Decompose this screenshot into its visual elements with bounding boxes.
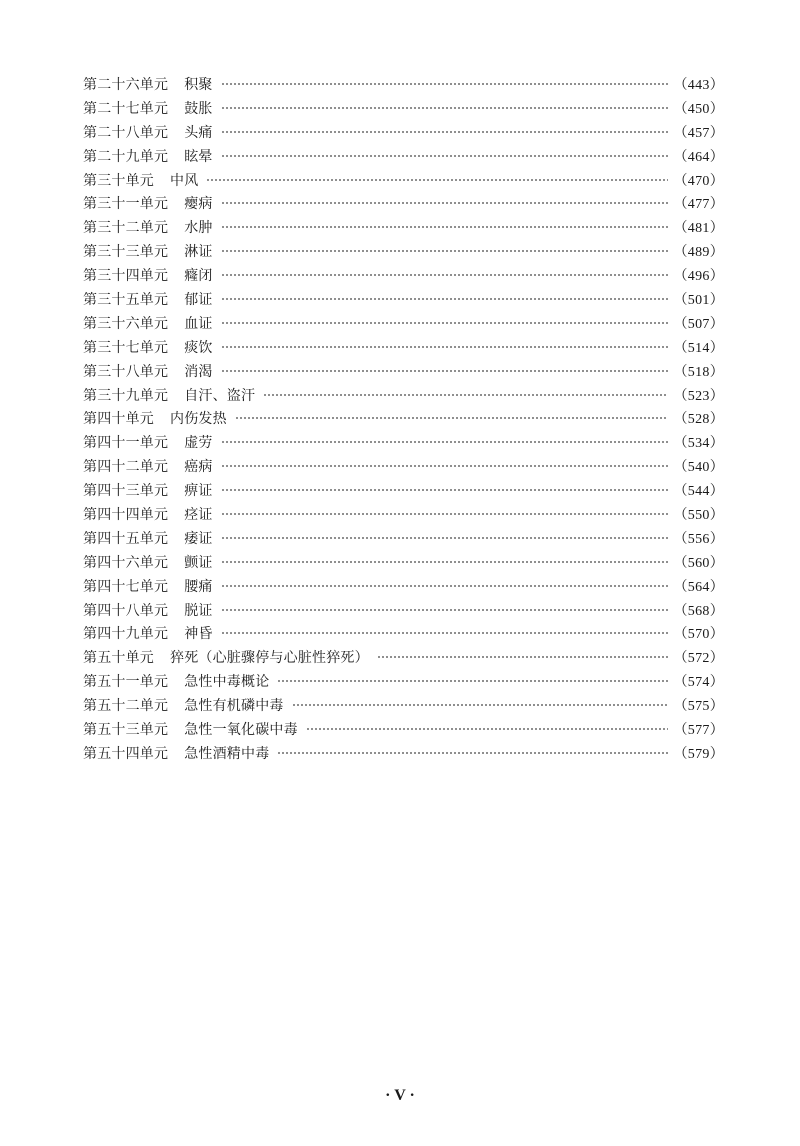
toc-entry-title: 脱证 — [184, 602, 213, 619]
dot-leader — [263, 394, 667, 396]
toc-page-number: （577） — [673, 723, 724, 739]
toc-entry-title: 虚劳 — [184, 435, 213, 452]
toc-entry-title: 神昏 — [184, 626, 213, 643]
toc-entry[interactable] — [83, 576, 724, 600]
toc-entry-title: 中风 — [170, 172, 199, 189]
toc-entry-title: 腰痛 — [184, 578, 213, 595]
toc-page-number: （523） — [673, 388, 724, 404]
toc-unit-label: 第三十六单元 — [83, 315, 169, 332]
toc-entry-title: 郁证 — [184, 292, 213, 309]
dot-leader — [221, 226, 668, 228]
toc-unit-label: 第四十二单元 — [83, 459, 169, 476]
toc-entry-title: 急性有机磷中毒 — [184, 698, 284, 715]
toc-page-number: （528） — [673, 412, 724, 428]
toc-unit-label: 第三十八单元 — [83, 363, 169, 380]
toc-entry[interactable] — [83, 361, 724, 385]
toc-entry[interactable] — [83, 719, 724, 743]
toc-entry[interactable] — [83, 170, 724, 194]
toc-entry[interactable] — [83, 432, 724, 456]
toc-entry-title: 癌病 — [184, 459, 213, 476]
dot-leader — [277, 752, 667, 754]
toc-page-number: （496） — [673, 269, 724, 285]
toc-entry-title: 积聚 — [184, 77, 213, 93]
dot-leader — [221, 585, 668, 587]
toc-entry[interactable] — [83, 528, 724, 552]
toc-entry-title: 痉证 — [184, 507, 213, 524]
toc-page-number: （534） — [673, 436, 724, 452]
dot-leader — [221, 274, 668, 276]
toc-entry-title: 眩晕 — [184, 148, 213, 165]
toc-page-number: （568） — [673, 603, 724, 619]
toc-unit-label: 第四十八单元 — [83, 602, 169, 619]
dot-leader — [221, 322, 668, 324]
toc-entry[interactable] — [83, 552, 724, 576]
dot-leader — [221, 370, 668, 372]
toc-page-number: （507） — [673, 316, 724, 332]
toc-page-number: （450） — [673, 101, 724, 117]
toc-entry-title: 痿证 — [184, 530, 213, 547]
dot-leader — [221, 155, 668, 157]
toc-entry-title: 急性酒精中毒 — [184, 745, 270, 762]
toc-unit-label: 第四十单元 — [83, 411, 154, 428]
toc-page-number: （570） — [673, 627, 724, 643]
toc-entry-title: 猝死（心脏骤停与心脏性猝死） — [170, 650, 369, 667]
toc-unit-label: 第五十一单元 — [83, 674, 169, 691]
toc-page-number: （540） — [673, 460, 724, 476]
toc-unit-label: 第四十七单元 — [83, 578, 169, 595]
toc-entry[interactable] — [83, 695, 724, 719]
toc-unit-label: 第五十二单元 — [83, 698, 169, 715]
toc-unit-label: 第三十四单元 — [83, 268, 169, 285]
table-of-contents — [83, 74, 724, 767]
toc-unit-label: 第五十四单元 — [83, 745, 169, 762]
toc-unit-label: 第四十三单元 — [83, 483, 169, 500]
toc-entry[interactable] — [83, 313, 724, 337]
toc-entry[interactable] — [83, 743, 724, 767]
toc-unit-label: 第三十五单元 — [83, 292, 169, 309]
toc-page-number: （518） — [673, 364, 724, 380]
toc-entry-title: 痹证 — [184, 483, 213, 500]
page-folio: · V · — [385, 1087, 415, 1104]
toc-page-number: （575） — [673, 699, 724, 715]
toc-page-number: （501） — [673, 293, 724, 309]
toc-unit-label: 第三十三单元 — [83, 244, 169, 261]
toc-entry[interactable] — [83, 337, 724, 361]
dot-leader — [221, 561, 668, 563]
toc-entry[interactable] — [83, 623, 724, 647]
toc-page-number: （564） — [673, 579, 724, 595]
toc-entry[interactable] — [83, 480, 724, 504]
toc-unit-label: 第五十三单元 — [83, 722, 169, 739]
toc-page-number: （464） — [673, 149, 724, 165]
toc-page-number: （556） — [673, 531, 724, 547]
toc-page-number: （470） — [673, 173, 724, 189]
toc-page-number: （489） — [673, 245, 724, 261]
toc-entry-title: 血证 — [184, 315, 213, 332]
toc-entry-title: 水肿 — [184, 220, 213, 237]
toc-unit-label: 第三十单元 — [83, 172, 154, 189]
toc-unit-label: 第三十一单元 — [83, 196, 169, 213]
toc-unit-label: 第四十九单元 — [83, 626, 169, 643]
toc-page-number: （574） — [673, 675, 724, 691]
toc-entry[interactable] — [83, 217, 724, 241]
toc-entry[interactable] — [83, 98, 724, 122]
toc-entry-title: 瘿病 — [184, 196, 213, 213]
dot-leader — [277, 680, 667, 682]
toc-entry-title: 急性一氧化碳中毒 — [184, 722, 298, 739]
toc-unit-label: 第四十四单元 — [83, 507, 169, 524]
dot-leader — [221, 83, 668, 85]
toc-entry[interactable] — [83, 504, 724, 528]
toc-page-number: （560） — [673, 555, 724, 571]
toc-page-number: （477） — [673, 197, 724, 213]
toc-entry[interactable] — [83, 408, 724, 432]
dot-leader — [292, 704, 668, 706]
toc-entry[interactable] — [83, 289, 724, 313]
toc-page-number: （550） — [673, 508, 724, 524]
dot-leader — [221, 346, 668, 348]
toc-entry[interactable] — [83, 600, 724, 624]
toc-unit-label: 第二十九单元 — [83, 148, 169, 165]
dot-leader — [221, 632, 668, 634]
toc-entry-title: 急性中毒概论 — [184, 674, 270, 691]
toc-entry[interactable] — [83, 241, 724, 265]
toc-page-number: （514） — [673, 340, 724, 356]
toc-entry[interactable] — [83, 265, 724, 289]
toc-unit-label: 第四十一单元 — [83, 435, 169, 452]
toc-unit-label: 第五十单元 — [83, 650, 154, 667]
toc-page-number: （572） — [673, 651, 724, 667]
toc-entry-title: 癃闭 — [184, 268, 213, 285]
toc-entry-title: 内伤发热 — [170, 411, 227, 428]
toc-entry-title: 淋证 — [184, 244, 213, 261]
toc-entry[interactable] — [83, 74, 724, 98]
dot-leader — [206, 179, 667, 181]
toc-unit-label: 第二十八单元 — [83, 124, 169, 141]
toc-page-number: （457） — [673, 125, 724, 141]
dot-leader — [221, 250, 668, 252]
dot-leader — [221, 465, 668, 467]
toc-unit-label: 第二十七单元 — [83, 100, 169, 117]
dot-leader — [221, 489, 668, 491]
toc-entry[interactable] — [83, 193, 724, 217]
toc-entry[interactable] — [83, 671, 724, 695]
toc-unit-label: 第四十六单元 — [83, 554, 169, 571]
dot-leader — [221, 131, 668, 133]
toc-entry-title: 消渴 — [184, 363, 213, 380]
toc-entry[interactable] — [83, 647, 724, 671]
toc-page-number: （544） — [673, 484, 724, 500]
toc-entry[interactable] — [83, 122, 724, 146]
toc-unit-label: 第三十七单元 — [83, 339, 169, 356]
toc-unit-label: 第二十六单元 — [83, 77, 169, 93]
toc-page-number: （443） — [673, 78, 724, 93]
dot-leader — [306, 728, 668, 730]
dot-leader — [377, 656, 668, 658]
toc-unit-label: 第三十九单元 — [83, 387, 169, 404]
dot-leader — [221, 513, 668, 515]
toc-page-number: （481） — [673, 221, 724, 237]
toc-entry[interactable] — [83, 146, 724, 170]
dot-leader — [221, 537, 668, 539]
dot-leader — [221, 441, 668, 443]
toc-page-number: （579） — [673, 746, 724, 762]
toc-entry-title: 痰饮 — [184, 339, 213, 356]
toc-unit-label: 第四十五单元 — [83, 530, 169, 547]
dot-leader — [235, 417, 668, 419]
dot-leader — [221, 298, 668, 300]
toc-entry[interactable] — [83, 456, 724, 480]
toc-entry-title: 鼓胀 — [184, 100, 213, 117]
toc-entry-title: 头痛 — [184, 124, 213, 141]
toc-entry-title: 颤证 — [184, 554, 213, 571]
toc-unit-label: 第三十二单元 — [83, 220, 169, 237]
dot-leader — [221, 202, 668, 204]
toc-entry-title: 自汗、盗汗 — [184, 387, 256, 404]
dot-leader — [221, 609, 668, 611]
toc-entry[interactable] — [83, 385, 724, 409]
dot-leader — [221, 107, 668, 109]
